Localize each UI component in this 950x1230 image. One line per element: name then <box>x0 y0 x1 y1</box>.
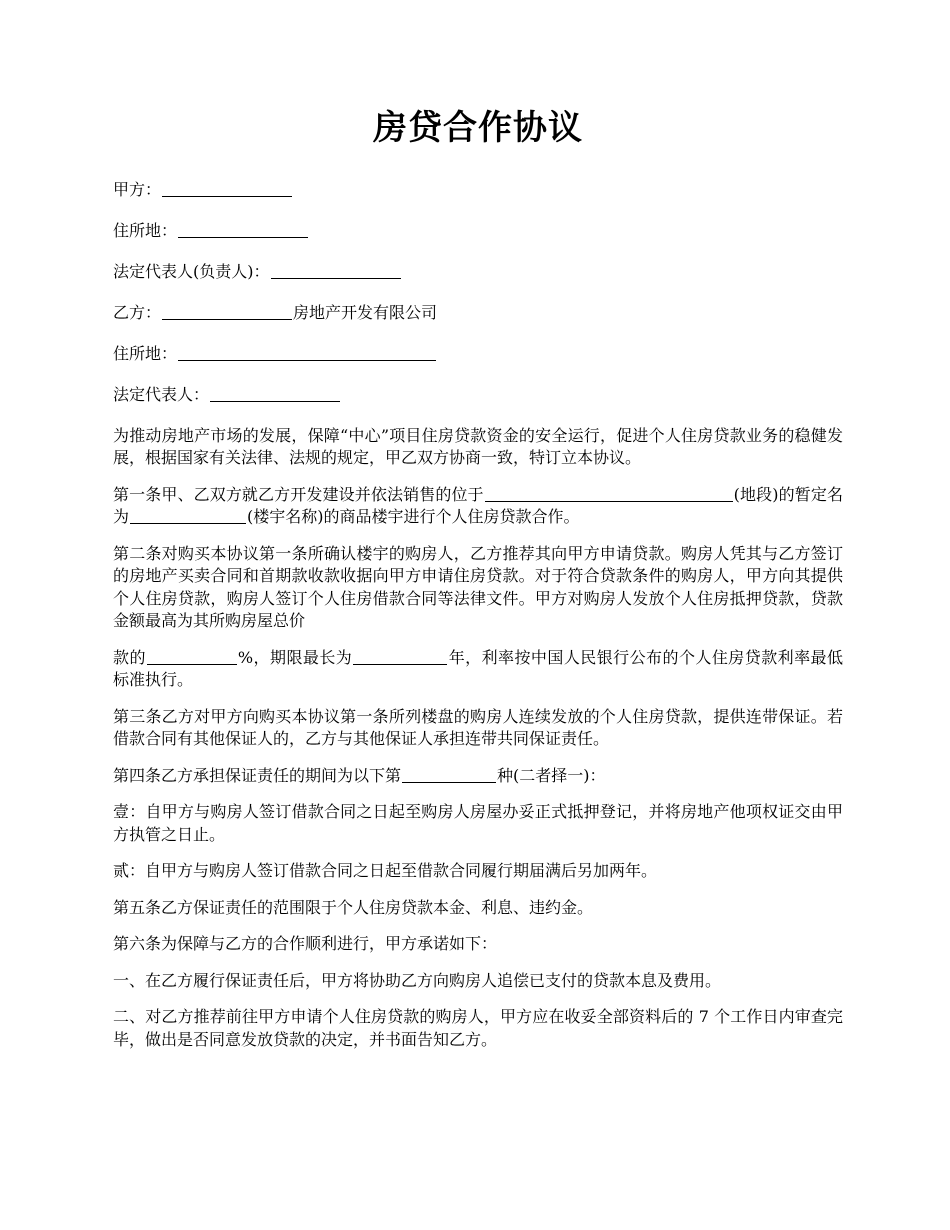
party-a-address-line <box>113 220 843 242</box>
building-name-blank <box>130 507 246 524</box>
location-blank <box>485 485 733 502</box>
party-b-address-blank <box>178 344 436 361</box>
party-a-name-blank <box>162 180 292 197</box>
party-a-label: 甲方： <box>113 179 162 199</box>
article-2-cont-b: %，期限最长为 <box>237 647 353 667</box>
article-2-continuation <box>113 647 843 692</box>
party-a-rep-line <box>113 261 843 283</box>
article-6-paragraph: 第六条为保障与乙方的合作顺利进行，甲方承诺如下： <box>113 934 498 954</box>
article-1-paragraph <box>113 484 843 529</box>
article-1-text-a: 第一条甲、乙双方就乙方开发建设并依法销售的位于 <box>113 484 484 504</box>
article-2-cont-a: 款的 <box>113 647 146 667</box>
article-3-paragraph: 第三条乙方对甲方向购买本协议第一条所列楼盘的购房人连续发放的个人住房贷款，提供连带保证。若借款合同有其他保证人的，乙方与其他保证人承担连带共同保证责任。 <box>113 706 843 749</box>
clause-2-paragraph: 二、对乙方推荐前往甲方申请个人住房贷款的购房人，甲方应在收妥全部资料后的 7 个工作日内审查完毕，做出是否同意发放贷款的决定，并书面告知乙方。 <box>113 1007 843 1049</box>
party-a-address-blank <box>178 221 308 238</box>
party-a-rep-label: 法定代表人(负责人)： <box>113 261 270 281</box>
option-1-paragraph: 壹：自甲方与购房人签订借款合同之日起至购房人房屋办妥正式抵押登记，并将房地产他项权证交由甲方执管之日止。 <box>113 802 843 844</box>
article-4-text-b: 种(二者择一)： <box>497 765 606 785</box>
option-2-paragraph: 贰：自甲方与购房人签订借款合同之日起至借款合同履行期届满后另加两年。 <box>113 861 658 881</box>
party-b-rep-blank <box>210 385 340 402</box>
article-4-paragraph <box>113 765 843 788</box>
party-b-address-label: 住所地： <box>113 343 178 363</box>
article-2-cont-c: 年，利率按中国人民银行公布的个人住房贷款利率最低标准执行。 <box>113 647 843 690</box>
loan-term-blank <box>353 648 447 665</box>
party-b-line <box>113 302 843 324</box>
loan-percent-blank <box>147 648 237 665</box>
document-page <box>113 108 843 1065</box>
party-b-rep-label: 法定代表人： <box>113 384 210 404</box>
clause-1-paragraph: 一、在乙方履行保证责任后，甲方将协助乙方向购房人追偿已支付的贷款本息及费用。 <box>113 970 722 990</box>
article-1-text-c: (楼宇名称)的商品楼宇进行个人住房贷款合作。 <box>247 507 580 527</box>
article-5-paragraph: 第五条乙方保证责任的范围限于个人住房贷款本金、利息、违约金。 <box>113 897 594 917</box>
preamble-paragraph: 为推动房地产市场的发展，保障“中心”项目住房贷款资金的安全运行，促进个人住房贷款业务的稳健发展，根据国家有关法律、法规的规定，甲乙双方协商一致，特订立本协议。 <box>113 425 843 468</box>
option-choice-blank <box>402 766 496 783</box>
article-2-paragraph: 第二条对购买本协议第一条所确认楼宇的购房人，乙方推荐其向甲方申请贷款。购房人凭其与乙方签订的房地产买卖合同和首期款收款收据向甲方申请住房贷款。对于符合贷款条件的购房人，甲方向其提供个人住房贷款，购房人签订个人住房借款合同等法律文件。甲方对购房人发放个人住房抵押贷款，贷款金额最高为其所购房屋总价 <box>113 543 843 631</box>
party-b-address-line <box>113 343 843 365</box>
party-b-company-suffix: 房地产开发有限公司 <box>293 302 438 322</box>
article-1-text-b: (地段)的暂定名为 <box>113 484 843 527</box>
party-b-rep-line <box>113 384 843 406</box>
party-a-line <box>113 179 843 201</box>
party-b-name-blank <box>162 303 292 320</box>
party-a-rep-blank <box>271 262 401 279</box>
party-b-label: 乙方： <box>113 302 162 322</box>
document-title: 房贷合作协议 <box>373 108 583 148</box>
party-a-address-label: 住所地： <box>113 220 178 240</box>
article-4-text-a: 第四条乙方承担保证责任的期间为以下第 <box>113 765 402 785</box>
